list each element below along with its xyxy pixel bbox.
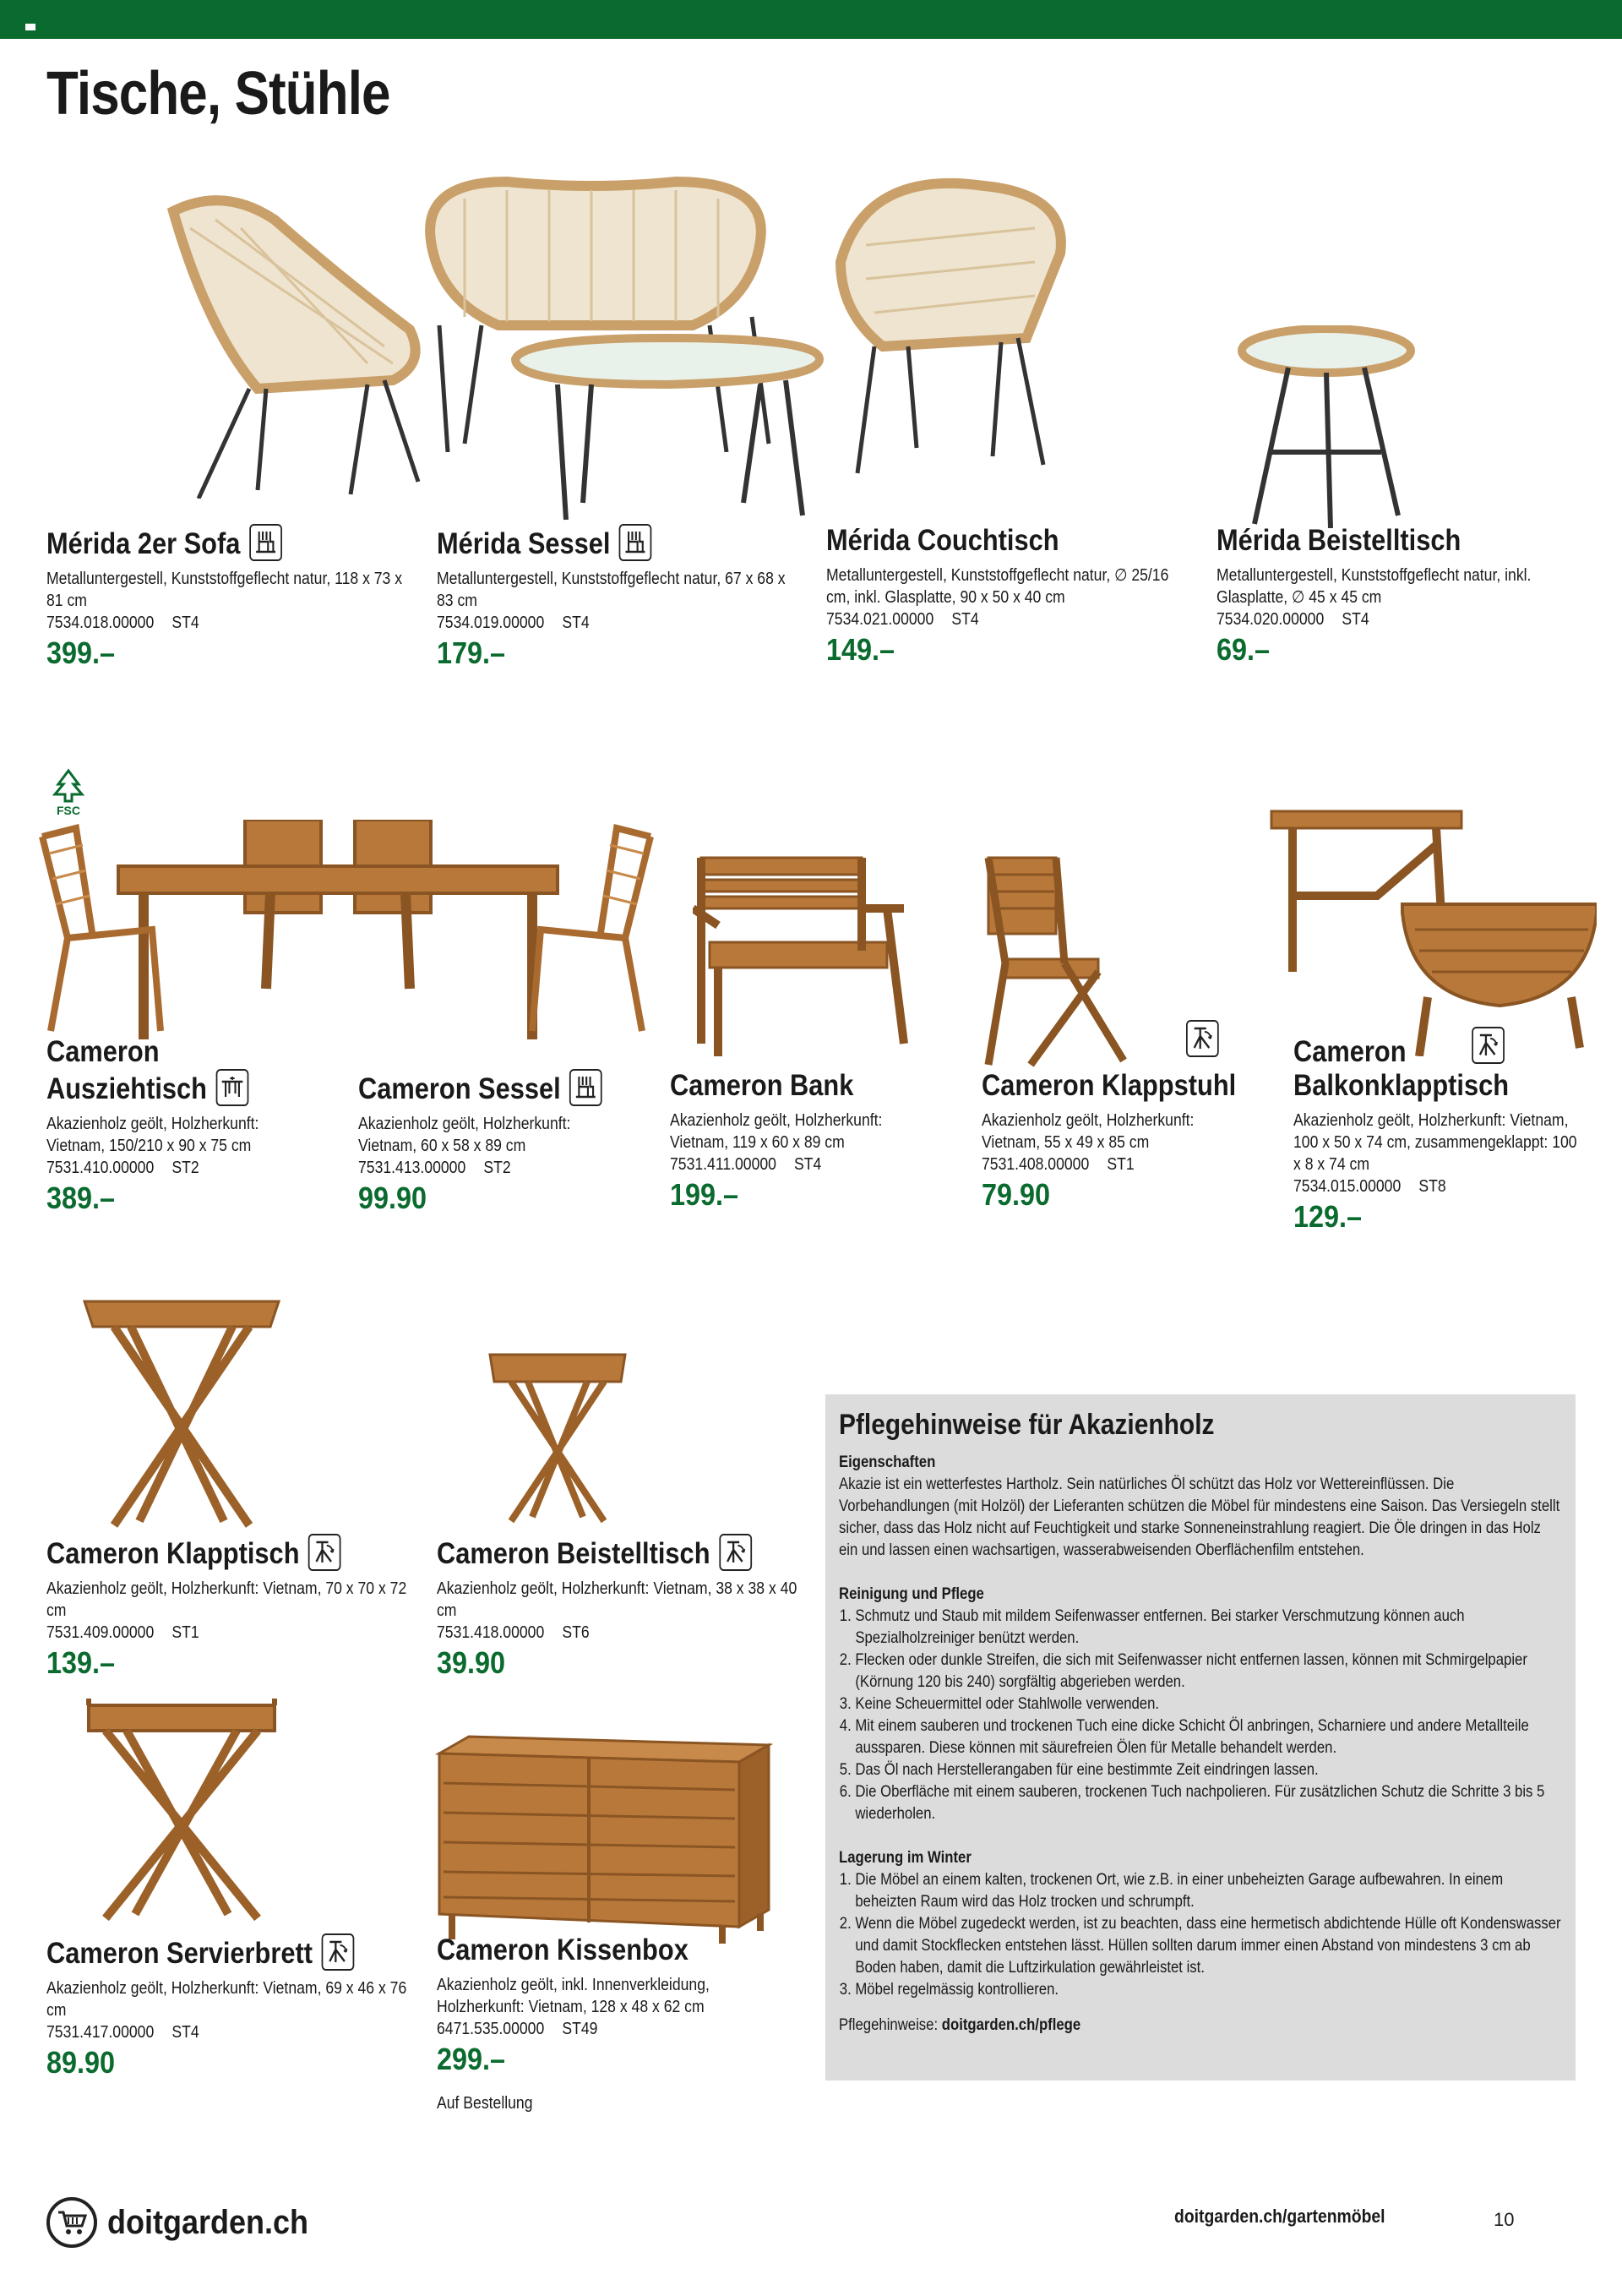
product-name: Cameron Servierbrett xyxy=(46,1937,313,1970)
product-description: Akazienholz geölt, Holzherkunft: Vietnam, 119 x 60 x 89 cm xyxy=(670,1111,883,1152)
product-description: Metalluntergestell, Kunststoffgeflecht natur, 67 x 68 x 83 cm xyxy=(437,570,786,610)
top-green-bar xyxy=(0,0,1622,39)
foldable-icon xyxy=(1186,1020,1219,1057)
product-name-line1 xyxy=(46,1035,291,1069)
product-cameron-klappstuhl xyxy=(982,1069,1260,1213)
list-item: 3. Möbel regelmässig kontrollieren. xyxy=(855,1979,1561,2001)
cameron-klapptisch-image xyxy=(80,1293,283,1530)
footer-url-link[interactable]: doitgarden.ch/gartenmöbel xyxy=(1174,2206,1385,2227)
product-name: Ausziehtisch xyxy=(46,1072,207,1105)
stock-code: ST4 xyxy=(1342,610,1369,629)
stock-code: ST49 xyxy=(562,2020,598,2038)
foldable-icon xyxy=(719,1534,752,1571)
merida-chair-right-image xyxy=(832,177,1069,482)
product-name: Mérida Beistelltisch xyxy=(1216,524,1461,557)
product-merida-couchtisch xyxy=(826,524,1189,668)
list-item: 5. Das Öl nach Herstellerangaben für eine bestimmte Zeit eindringen lassen. xyxy=(855,1759,1561,1781)
product-price: 69.– xyxy=(1216,632,1271,667)
care-eigenschaften-title: Eigenschaften xyxy=(839,1453,936,1471)
list-item: 4. Mit einem sauberen und trockenen Tuch eine dicke Schicht Öl anbringen, Scharniere und andere Metallteile aussparen. Diese können mit säurefreien Ölen für Metalle behandelt werden. xyxy=(855,1715,1561,1759)
product-name: Cameron Bank xyxy=(670,1069,854,1102)
care-reinigung-list xyxy=(855,1606,1561,1825)
product-description: Metalluntergestell, Kunststoffgeflecht natur, ∅ 25/16 cm, inkl. Glasplatte, 90 x 50 x 40 cm xyxy=(826,566,1169,607)
order-note: Auf Bestellung xyxy=(437,2094,533,2113)
product-description: Akazienholz geölt, Holzherkunft: Vietnam, 70 x 70 x 72 cm xyxy=(46,1579,407,1620)
product-price: 139.– xyxy=(46,1645,116,1680)
list-item: 2. Flecken oder dunkle Streifen, die sich mit Seifenwasser nicht entfernen lassen, können mit Schmirgelpapier (Körnung 120 bis 240) sorgfältig abgerieben werden. xyxy=(855,1650,1561,1693)
care-instructions-box xyxy=(825,1394,1576,2081)
product-name: Cameron Klapptisch xyxy=(46,1537,300,1570)
article-number: 6471.535.00000 xyxy=(437,2020,545,2038)
product-name: Mérida Couchtisch xyxy=(826,524,1059,557)
care-reinigung-title: Reinigung und Pflege xyxy=(839,1585,984,1603)
care-title: Pflegehinweise für Akazienholz xyxy=(839,1409,1215,1441)
product-cameron-beistelltisch xyxy=(437,1534,800,1681)
product-description: Akazienholz geölt, Holzherkunft: Vietnam, 69 x 46 x 76 cm xyxy=(46,1979,407,2020)
brand-name: doitgarden.ch xyxy=(107,2203,309,2241)
care-url-link[interactable]: doitgarden.ch/pflege xyxy=(941,2016,1081,2034)
list-item: 6. Die Oberfläche mit einem sauberen, trockenen Tuch nachpolieren. Für zusätzlichen Schutz die Schritte 3 bis 5 wiederholen. xyxy=(855,1781,1561,1825)
product-name-part: Cameron xyxy=(46,1035,160,1068)
product-description: Metalluntergestell, Kunststoffgeflecht natur, 118 x 73 x 81 cm xyxy=(46,570,403,610)
menu-marker-icon xyxy=(25,24,35,30)
product-description: Akazienholz geölt, Holzherkunft: Vietnam, 150/210 x 90 x 75 cm xyxy=(46,1115,259,1155)
merida-beistelltisch-image xyxy=(1238,325,1415,528)
stock-code: ST4 xyxy=(562,614,590,632)
product-description: Akazienholz geölt, Holzherkunft: Vietnam, 100 x 50 x 74 cm, zusammengeklappt: 100 x 8 x 74 cm xyxy=(1293,1111,1577,1174)
article-number: 7531.411.00000 xyxy=(670,1155,776,1174)
article-number: 7534.018.00000 xyxy=(46,614,155,632)
merida-couchtisch-image xyxy=(507,334,828,528)
care-foot-label: Pflegehinweise: xyxy=(839,2016,939,2034)
product-price: 89.90 xyxy=(46,2045,116,2080)
merida-chair-left-image xyxy=(156,194,435,499)
stock-code: ST1 xyxy=(1107,1155,1135,1174)
cart-icon xyxy=(46,2197,97,2248)
product-name: Mérida Sessel xyxy=(437,527,611,560)
cameron-klappstuhl-image xyxy=(980,854,1132,1069)
product-merida-sessel xyxy=(437,524,800,671)
product-cameron-sessel xyxy=(358,1069,637,1216)
article-number: 7531.409.00000 xyxy=(46,1623,155,1642)
article-number: 7534.015.00000 xyxy=(1293,1177,1402,1196)
brand-logo[interactable] xyxy=(46,2197,330,2248)
stock-code: ST4 xyxy=(794,1155,822,1174)
product-cameron-servierbrett xyxy=(46,1933,410,2081)
foldable-icon xyxy=(1472,1027,1505,1064)
stock-code: ST4 xyxy=(171,614,199,632)
product-price: 149.– xyxy=(826,632,895,667)
fsc-logo-icon xyxy=(46,767,90,818)
product-cameron-kissenbox xyxy=(437,1933,775,2113)
list-item: 3. Keine Scheuermittel oder Stahlwolle verwenden. xyxy=(855,1693,1561,1715)
care-lagerung-title: Lagerung im Winter xyxy=(839,1849,972,1867)
product-price: 389.– xyxy=(46,1181,116,1215)
care-lagerung-list xyxy=(855,1869,1561,2001)
foldable-icon xyxy=(322,1933,355,1971)
product-name: Cameron Kissenbox xyxy=(437,1933,689,1966)
stock-code: ST2 xyxy=(483,1159,511,1177)
foldable-icon xyxy=(308,1534,341,1571)
article-number: 7531.408.00000 xyxy=(982,1155,1090,1174)
cameron-servierbrett-image xyxy=(84,1699,279,1922)
product-price: 39.90 xyxy=(437,1645,506,1680)
stackable-icon xyxy=(619,524,652,561)
article-number: 7531.418.00000 xyxy=(437,1623,545,1642)
product-description: Akazienholz geölt, inkl. Innenverkleidung, Holzherkunft: Vietnam, 128 x 48 x 62 cm xyxy=(437,1976,710,2016)
stock-code: ST2 xyxy=(171,1159,199,1177)
article-number: 7531.413.00000 xyxy=(358,1159,466,1177)
product-price: 299.– xyxy=(437,2042,506,2076)
product-name: Balkonklapptisch xyxy=(1293,1069,1510,1102)
product-cameron-balkonklapptisch xyxy=(1293,1035,1581,1235)
stock-code: ST4 xyxy=(171,2023,199,2042)
care-eigenschaften-text: Akazie ist ein wetterfestes Hartholz. Sein natürliches Öl schützt das Holz vor Wettereinflüssen. Die Vorbehandlungen (mit Holzöl) der Lieferanten schützen die Möbel für mindestens eine Saison. Das Versiegeln stellt sicher, dass das Holz nicht auf Feuchtigkeit und starke Sonneneinstrahlung reagiert. Die Öle dringen in das Holz ein und lassen einen wachsartigen, wasserabweisenden Oberflächenfilm entstehen. xyxy=(839,1475,1560,1559)
cameron-bank-image xyxy=(693,849,929,1061)
product-name: Cameron Sessel xyxy=(358,1072,561,1105)
cameron-balkonklapptisch-image xyxy=(1267,803,1597,1056)
stackable-icon xyxy=(569,1069,602,1106)
product-name: Cameron Beistelltisch xyxy=(437,1537,710,1570)
list-item: 2. Wenn die Möbel zugedeckt werden, ist zu beachten, dass eine hermetisch abdichtende Hülle oft Kondenswasser und damit Stockflecken entstehen lässt. Hüllen sollten darum immer einen Abstand von mindestens 3 cm ab Boden haben, damit die Luftzirkulation gewährleistet ist. xyxy=(855,1913,1561,1979)
cameron-ausziehtisch-image xyxy=(34,820,659,1048)
product-description: Akazienholz geölt, Holzherkunft: Vietnam, 55 x 49 x 85 cm xyxy=(982,1111,1195,1152)
product-price: 179.– xyxy=(437,635,506,670)
product-price: 399.– xyxy=(46,635,116,670)
product-name-part: Cameron xyxy=(1293,1035,1407,1068)
article-number: 7531.410.00000 xyxy=(46,1159,155,1177)
product-price: 129.– xyxy=(1293,1199,1363,1234)
product-description: Akazienholz geölt, Holzherkunft: Vietnam, 60 x 58 x 89 cm xyxy=(358,1115,571,1155)
fsc-label: FSC xyxy=(57,804,80,817)
stock-code: ST4 xyxy=(951,610,979,629)
product-cameron-bank xyxy=(670,1069,949,1213)
product-price: 79.90 xyxy=(982,1177,1051,1212)
cameron-beistelltisch-image xyxy=(486,1348,629,1525)
product-name: Cameron Klappstuhl xyxy=(982,1069,1237,1102)
product-price: 99.90 xyxy=(358,1181,427,1215)
stock-code: ST6 xyxy=(562,1623,590,1642)
article-number: 7534.020.00000 xyxy=(1216,610,1325,629)
stock-code: ST1 xyxy=(171,1623,199,1642)
product-merida-sofa xyxy=(46,524,410,671)
product-cameron-klapptisch xyxy=(46,1534,410,1681)
article-number: 7531.417.00000 xyxy=(46,2023,155,2042)
stock-code: ST8 xyxy=(1418,1177,1446,1196)
stackable-icon xyxy=(249,524,282,561)
product-description: Akazienholz geölt, Holzherkunft: Vietnam, 38 x 38 x 40 cm xyxy=(437,1579,797,1620)
product-price: 199.– xyxy=(670,1177,739,1212)
page-number: 10 xyxy=(1494,2209,1515,2230)
extendable-table-icon xyxy=(216,1069,249,1106)
product-merida-beistelltisch xyxy=(1216,524,1580,668)
page-title: Tische, Stühle xyxy=(46,60,390,128)
article-number: 7534.021.00000 xyxy=(826,610,934,629)
product-cameron-ausziehtisch xyxy=(46,1035,325,1216)
product-description: Metalluntergestell, Kunststoffgeflecht natur, inkl. Glasplatte, ∅ 45 x 45 cm xyxy=(1216,566,1532,607)
cameron-kissenbox-image xyxy=(435,1732,773,1944)
list-item: 1. Schmutz und Staub mit mildem Seifenwasser entfernen. Bei starker Verschmutzung können auch Spezialholzreiniger benützt werden. xyxy=(855,1606,1561,1650)
product-name: Mérida 2er Sofa xyxy=(46,527,241,560)
care-footer xyxy=(839,2016,1561,2035)
list-item: 1. Die Möbel an einem kalten, trockenen Ort, wie z.B. in einer unbeheizten Garage aufbewahren. In einem beheizten Raum wird das Holz trocken und schrumpft. xyxy=(855,1869,1561,1913)
article-number: 7534.019.00000 xyxy=(437,614,545,632)
